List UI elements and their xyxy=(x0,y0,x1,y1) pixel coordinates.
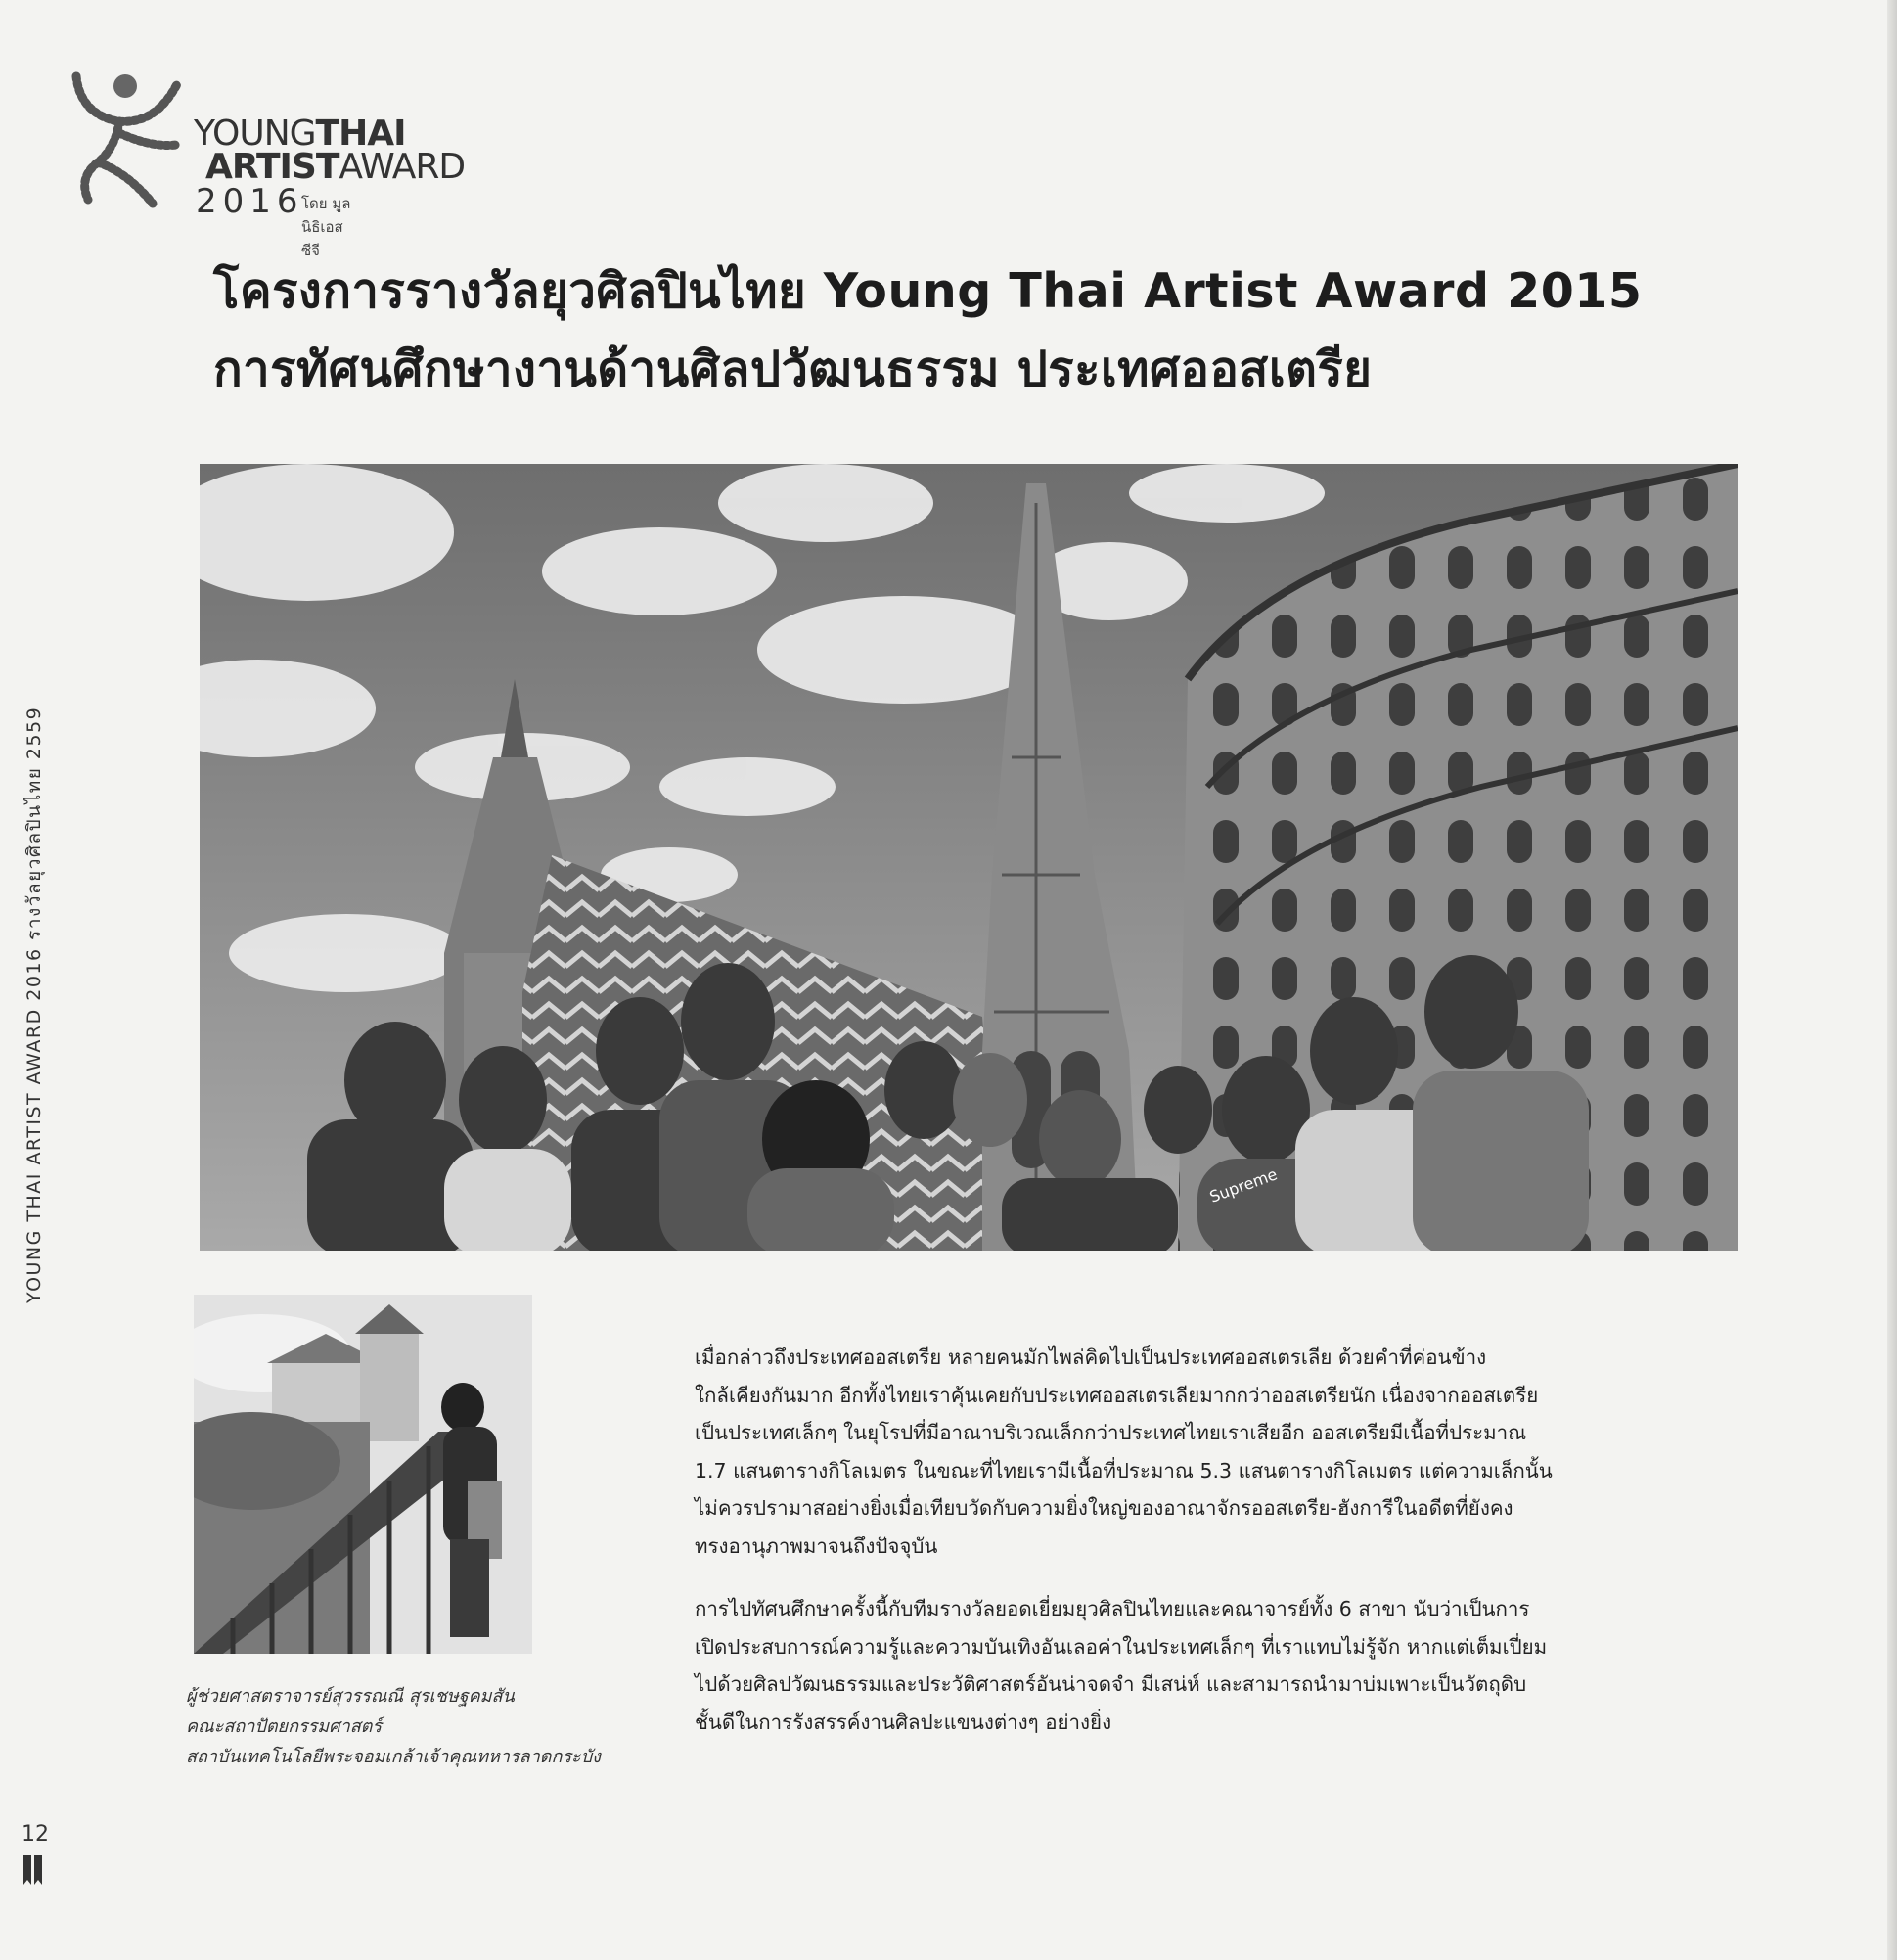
body-line: การไปทัศนศึกษาครั้งนี้กับทีมรางวัลยอดเยี่ยมยุวศิลปินไทยและคณาจารย์ทั้ง 6 สาขา นับว่าเป็นการ xyxy=(695,1597,1530,1620)
portrait-photo-bridge xyxy=(194,1295,532,1654)
shirt-text: Supreme xyxy=(1206,1164,1280,1207)
logo-young-thai: YOUNGTHAI xyxy=(194,114,406,154)
page-number: 12 xyxy=(22,1822,49,1846)
body-line: เมื่อกล่าวถึงประเทศออสเตรีย หลายคนมักไพล่คิดไปเป็นประเทศออสเตรเลีย ด้วยคำที่ค่อนข้าง xyxy=(695,1345,1487,1369)
photo-caption xyxy=(186,1681,655,1772)
page-edge xyxy=(1887,0,1897,1960)
logo-sponsor: โดย มูลนิธิเอสซีจี xyxy=(301,195,351,259)
title-line-1: โครงการรางวัลยุวศิลปินไทย Young Thai Artist Award 2015 xyxy=(213,263,1643,319)
body-line: ทรงอานุภาพมาจนถึงปัจจุบัน xyxy=(695,1533,938,1558)
body-line: ใกล้เคียงกันมาก อีกทั้งไทยเราคุ้นเคยกับประเทศออสเตรเลียมากกว่าออสเตรียนัก เนื่องจากออสเตรีย xyxy=(695,1383,1539,1407)
article-body xyxy=(695,1339,1741,1741)
dancer-figure-icon xyxy=(59,65,196,211)
body-line: ไม่ควรปรามาสอย่างยิ่งเมื่อเทียบวัดกับความยิ่งใหญ่ของอาณาจักรออสเตรีย-ฮังการีในอดีตที่ยังคง xyxy=(695,1496,1513,1520)
caption-line-3: สถาบันเทคโนโลยีพระจอมเกล้าเจ้าคุณทหารลาดกระบัง xyxy=(186,1747,601,1767)
body-line: เปิดประสบการณ์ความรู้และความบันเทิงอันเลอค่าในประเทศเล็กๆ ที่เราแทบไม่รู้จัก หากแต่เต็มเปี่ยม xyxy=(695,1634,1548,1659)
title-line-2: การทัศนศึกษางานด้านศิลปวัฒนธรรม ประเทศออสเตรีย xyxy=(213,342,1373,397)
page-title xyxy=(213,252,1739,409)
caption-line-1: ผู้ช่วยศาสตราจารย์สุวรรณณี สุรเชษฐคมสัน xyxy=(186,1686,515,1707)
paragraph-2 xyxy=(695,1590,1741,1741)
body-line: ไปด้วยศิลปวัฒนธรรมและประวัติศาสตร์อันน่าจดจำ มีเสน่ห์ และสามารถนำมาบ่มเพาะเป็นวัตถุดิบ xyxy=(695,1672,1527,1696)
group-photo-vienna-cathedral xyxy=(200,464,1738,1251)
side-running-header: YOUNG THAI ARTIST AWARD 2016 รางวัลยุวศิลปินไทย 2559 xyxy=(23,706,45,1303)
logo-artist-award: ARTISTAWARD xyxy=(205,147,466,187)
caption-line-2: คณะสถาปัตยกรรมศาสตร์ xyxy=(186,1716,383,1737)
body-line: เป็นประเทศเล็กๆ ในยุโรปที่มีอาณาบริเวณเล็กกว่าประเทศไทยเราเสียอีก ออสเตรียมีเนื้อที่ประมาณ xyxy=(695,1421,1527,1444)
body-line: 1.7 แสนตารางกิโลเมตร ในขณะที่ไทยเรามีเนื้อที่ประมาณ 5.3 แสนตารางกิโลเมตร แต่ความเล็กนั้น xyxy=(695,1458,1553,1482)
paragraph-1 xyxy=(695,1339,1741,1565)
bookmark-icon xyxy=(22,1855,45,1889)
young-thai-artist-award-logo xyxy=(59,65,466,259)
logo-year: 2016 xyxy=(196,182,304,221)
body-line: ชั้นดีในการรังสรรค์งานศิลปะแขนงต่างๆ อย่างยิ่ง xyxy=(695,1709,1112,1734)
